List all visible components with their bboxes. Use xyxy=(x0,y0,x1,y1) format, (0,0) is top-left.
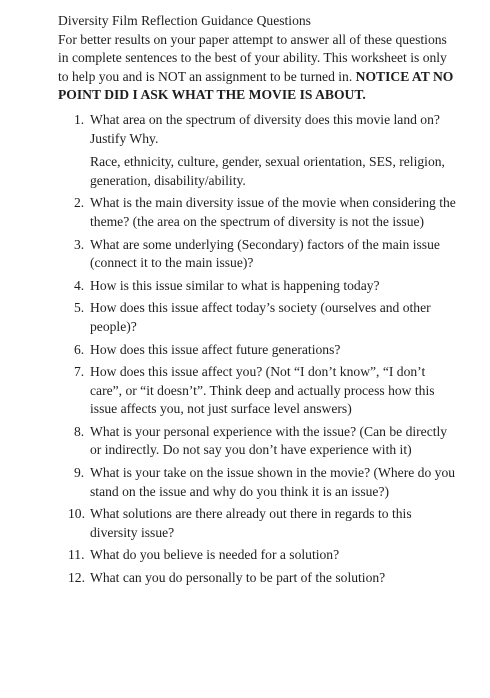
question-number: 12. xyxy=(68,570,85,586)
list-item xyxy=(58,194,460,231)
list-item xyxy=(58,423,460,460)
notice-text: NOTICE AT NO POINT DID I ASK WHAT THE MOVIE IS ABOUT. xyxy=(58,68,454,103)
question-text: How does this issue affect future generations? xyxy=(90,341,341,357)
question-text: What area on the spectrum of diversity does this movie land on? Justify Why. xyxy=(90,111,440,146)
question-number: 7. xyxy=(74,364,85,380)
question-number: 11. xyxy=(68,547,85,563)
question-text: What is the main diversity issue of the movie when considering the theme? (the area on the spectrum of diversity is not the issue) xyxy=(90,195,456,229)
list-item xyxy=(58,111,460,190)
question-number: 9. xyxy=(74,465,85,481)
question-number: 4. xyxy=(74,277,85,293)
question-text: What are some underlying (Secondary) factors of the main issue (connect it to the main issue)? xyxy=(90,236,440,271)
list-item xyxy=(58,277,460,296)
list-item xyxy=(58,341,460,360)
question-number: 1. xyxy=(74,111,85,127)
list-item xyxy=(58,299,460,336)
list-item xyxy=(58,236,460,273)
question-text: What is your take on the issue shown in the movie? (Where do you stand on the issue and why do you think it is an issue?) xyxy=(90,465,456,499)
question-text: What can you do personally to be part of the solution? xyxy=(90,570,386,586)
list-item xyxy=(58,505,460,542)
questions-list xyxy=(58,111,460,588)
question-number: 2. xyxy=(74,195,85,211)
question-text: How does this issue affect you? (Not “I don’t know”, “I don’t care”, or “it doesn’t”. Think deep and actually process how this issue affects you, not just surface level answers) xyxy=(90,364,435,417)
diversity-areas-note: Race, ethnicity, culture, gender, sexual orientation, SES, religion, generation, disability/ability. xyxy=(90,154,445,188)
question-text: What do you believe is needed for a solution? xyxy=(90,547,340,563)
document-title: Diversity Film Reflection Guidance Questions xyxy=(58,13,311,28)
question-number: 3. xyxy=(74,236,85,252)
question-text: How does this issue affect today’s society (ourselves and other people)? xyxy=(90,300,431,334)
question-text: How is this issue similar to what is happening today? xyxy=(90,277,380,293)
question-number: 8. xyxy=(74,423,85,439)
question-number: 5. xyxy=(74,300,85,316)
list-item xyxy=(58,569,460,588)
question-number: 6. xyxy=(74,341,85,357)
question-text: What is your personal experience with the issue? (Can be directly or indirectly. Do not say you don’t have experience with it) xyxy=(90,423,448,458)
instructions-paragraph xyxy=(58,31,460,105)
question-number: 10. xyxy=(68,506,85,522)
list-item xyxy=(58,363,460,419)
question-text: What solutions are there already out there in regards to this diversity issue? xyxy=(90,506,412,540)
instructions-text: For better results on your paper attempt to answer all of these questions in complete sentences to the best of your ability. This worksheet is only to help you and is NOT an assignment to be turned in. xyxy=(58,31,447,84)
list-item xyxy=(58,546,460,565)
list-item xyxy=(58,464,460,501)
